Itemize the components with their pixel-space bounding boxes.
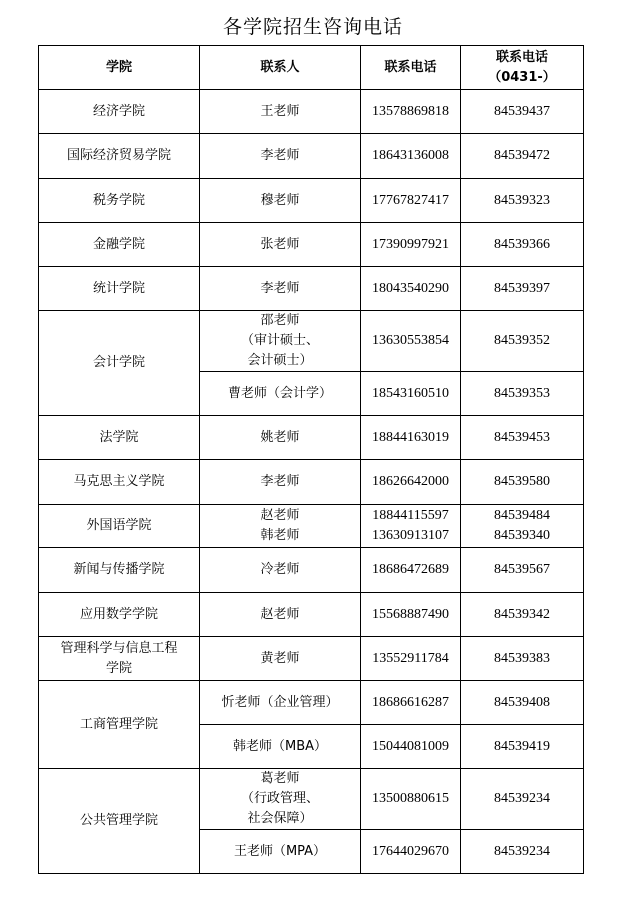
mobile-cell: 18626642000 xyxy=(361,460,461,505)
college-cell: 公共管理学院 xyxy=(39,769,200,874)
table-row xyxy=(39,505,584,548)
table-row xyxy=(39,179,584,223)
mobile-line: 18844115597 xyxy=(372,508,449,523)
phone-cell: 84539419 xyxy=(461,725,584,769)
phone-cell: 84539383 xyxy=(461,637,584,681)
table-row xyxy=(39,90,584,134)
contact-line: 会计硕士） xyxy=(247,353,313,368)
college-cell: 应用数学学院 xyxy=(39,593,200,637)
table-row xyxy=(39,416,584,460)
mobile-cell: 18686616287 xyxy=(361,681,461,725)
college-cell: 法学院 xyxy=(39,416,200,460)
college-cell: 马克思主义学院 xyxy=(39,460,200,505)
mobile-cell: 13630553854 xyxy=(361,311,461,372)
contact-line: （审计硕士、 xyxy=(240,333,319,348)
contact-line: 邵老师 xyxy=(260,313,300,328)
college-line: 学院 xyxy=(105,660,132,676)
phone-cell: 84539567 xyxy=(461,548,584,593)
contact-cell: 曹老师（会计学） xyxy=(200,372,361,416)
mobile-cell: 17767827417 xyxy=(361,179,461,223)
college-cell: 国际经济贸易学院 xyxy=(39,134,200,179)
mobile-cell: 13578869818 xyxy=(361,90,461,134)
college-cell: 统计学院 xyxy=(39,267,200,311)
header-contact: 联系人 xyxy=(200,46,361,90)
mobile-cell: 18643136008 xyxy=(361,134,461,179)
mobile-line: 13630913107 xyxy=(372,528,449,543)
phone-cell: 84539580 xyxy=(461,460,584,505)
contact-cell xyxy=(200,311,361,372)
college-cell: 外国语学院 xyxy=(39,505,200,548)
college-cell: 新闻与传播学院 xyxy=(39,548,200,593)
table-row xyxy=(39,311,584,372)
contact-cell: 张老师 xyxy=(200,223,361,267)
mobile-cell: 17644029670 xyxy=(361,830,461,874)
phone-cell: 84539323 xyxy=(461,179,584,223)
mobile-cell: 15568887490 xyxy=(361,593,461,637)
header-phone xyxy=(461,46,584,90)
contact-cell: 黄老师 xyxy=(200,637,361,681)
mobile-cell: 15044081009 xyxy=(361,725,461,769)
table-row xyxy=(39,134,584,179)
phone-cell: 84539408 xyxy=(461,681,584,725)
mobile-cell: 18043540290 xyxy=(361,267,461,311)
phone-line: 84539340 xyxy=(494,528,550,543)
college-cell: 金融学院 xyxy=(39,223,200,267)
college-cell: 工商管理学院 xyxy=(39,681,200,769)
mobile-cell: 18686472689 xyxy=(361,548,461,593)
contact-cell: 姚老师 xyxy=(200,416,361,460)
table-row xyxy=(39,548,584,593)
contact-cell: 忻老师（企业管理） xyxy=(200,681,361,725)
contact-line: 社会保障） xyxy=(247,811,313,826)
mobile-cell xyxy=(361,505,461,548)
contact-cell: 赵老师 xyxy=(200,593,361,637)
phone-cell: 84539342 xyxy=(461,593,584,637)
phone-cell: 84539366 xyxy=(461,223,584,267)
contact-line: 韩老师 xyxy=(260,528,300,543)
mobile-cell: 18543160510 xyxy=(361,372,461,416)
college-line: 管理科学与信息工程 xyxy=(60,640,178,656)
phone-line: 84539484 xyxy=(494,508,550,523)
contact-cell xyxy=(200,505,361,548)
contact-cell: 李老师 xyxy=(200,460,361,505)
table-row xyxy=(39,267,584,311)
college-cell: 税务学院 xyxy=(39,179,200,223)
table-header-row xyxy=(39,46,584,90)
contact-cell: 冷老师 xyxy=(200,548,361,593)
phone-cell: 84539352 xyxy=(461,311,584,372)
mobile-cell: 13552911784 xyxy=(361,637,461,681)
phone-cell: 84539453 xyxy=(461,416,584,460)
contact-line: （行政管理、 xyxy=(240,791,319,806)
phone-cell: 84539472 xyxy=(461,134,584,179)
table-row xyxy=(39,637,584,681)
contact-cell: 李老师 xyxy=(200,267,361,311)
contact-table xyxy=(38,45,584,874)
contact-cell: 李老师 xyxy=(200,134,361,179)
table-row xyxy=(39,593,584,637)
table-row xyxy=(39,681,584,725)
phone-cell: 84539397 xyxy=(461,267,584,311)
contact-line: 赵老师 xyxy=(260,508,300,523)
header-mobile: 联系电话 xyxy=(361,46,461,90)
college-cell xyxy=(39,637,200,681)
mobile-cell: 18844163019 xyxy=(361,416,461,460)
phone-cell: 84539234 xyxy=(461,769,584,830)
phone-cell: 84539437 xyxy=(461,90,584,134)
phone-cell: 84539234 xyxy=(461,830,584,874)
contact-cell: 穆老师 xyxy=(200,179,361,223)
mobile-cell: 13500880615 xyxy=(361,769,461,830)
contact-cell: 韩老师（MBA） xyxy=(200,725,361,769)
header-college: 学院 xyxy=(39,46,200,90)
page-title: 各学院招生咨询电话 xyxy=(222,16,403,38)
contact-cell: 王老师（MPA） xyxy=(200,830,361,874)
contact-cell xyxy=(200,769,361,830)
table-row xyxy=(39,223,584,267)
college-cell: 会计学院 xyxy=(39,311,200,416)
header-phone-line1: 联系电话 xyxy=(495,49,548,65)
contact-line: 葛老师 xyxy=(260,771,300,786)
mobile-cell: 17390997921 xyxy=(361,223,461,267)
college-cell: 经济学院 xyxy=(39,90,200,134)
table-row xyxy=(39,769,584,830)
phone-cell: 84539353 xyxy=(461,372,584,416)
table-row xyxy=(39,460,584,505)
header-phone-line2: （0431-） xyxy=(488,69,556,85)
phone-cell xyxy=(461,505,584,548)
contact-cell: 王老师 xyxy=(200,90,361,134)
